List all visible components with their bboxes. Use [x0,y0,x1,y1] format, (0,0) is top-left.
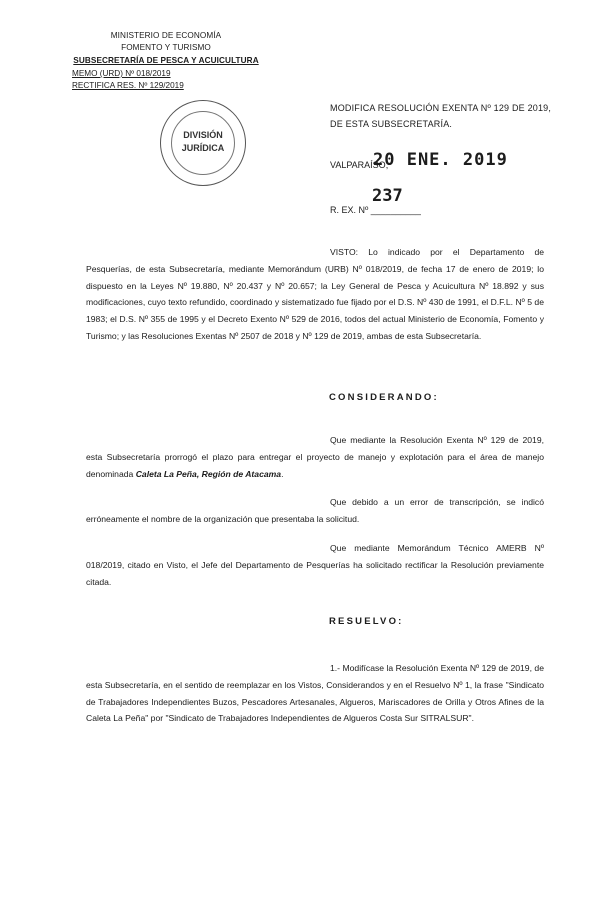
resuelvo-heading: RESUELVO: [329,616,404,627]
considerando-1-end: . [281,468,284,479]
considerando-paragraph-3 [86,540,544,590]
memo-reference: MEMO (URD) Nº 018/2019 [72,69,171,78]
date-label: VALPARAÍSO, [330,160,389,170]
subsecretaria-name: SUBSECRETARÍA DE PESCA Y ACUICULTURA [73,56,259,65]
considerando-3-text: Que mediante Memorándum Técnico AMERB Nº 018/2019, citado en Visto, el Jefe del Departamento de Pesquerías ha solicitado rectificar la Resolución previamente citada. [86,543,544,587]
stamp-line-1: DIVISIÓN [183,130,223,140]
considerando-heading: CONSIDERANDO: [329,392,439,403]
considerando-paragraph-2 [86,494,544,528]
stamp-line-2: JURÍDICA [181,143,225,153]
considerando-2-text: Que debido a un error de transcripción, se indicó erróneamente el nombre de la organización que presentaba la solicitud. [86,497,544,524]
rectifica-reference: RECTIFICA RES. Nº 129/2019 [72,81,184,90]
resolution-number: 237 [372,186,403,206]
resuelvo-paragraph-1 [86,660,544,727]
ministry-name: MINISTERIO DE ECONOMÍA [110,31,222,40]
resuelvo-1-text: 1.- Modifícase la Resolución Exenta Nº 129 de 2019, de esta Subsecretaría, en el sentido de reemplazar en los Vistos, Considerandos y en el Resuelvo Nº 1, la frase "Sindicato de Trabajadores Independientes Buzos, Pescadores Artesanales, Algueros, Mariscadores de Orilla y Otros Afines de la Caleta La Peña" por "Sindicato de Trabajadores Independientes de Algueros Costa Sur SITRALSUR". [86,663,544,724]
resolution-label: R. EX. Nº __________ [330,205,421,215]
area-name: Caleta La Peña, Región de Atacama [135,468,282,479]
visto-text: Lo indicado por el Departamento de Pesquerías, de esta Subsecretaría, mediante Memorándum (URB) Nº 018/2019, de fecha 17 de enero de 2019; lo dispuesto en la Leyes Nº 19.880, Nº 20.437 y Nº 20.657; la Ley General de Pesca y Acuicultura Nº 18.892 y sus modificaciones, cuyo texto refundido, coordinado y sistematizado fue fijado por el D.S. Nº 430 de 1991, el D.F.L. Nº 5 de 1983; el D.S. Nº 355 de 1995 y el Decreto Exento Nº 529 de 2016, todos del actual Ministerio de Economía, Fomento y Turismo; y las Resoluciones Exentas Nº 2507 de 2018 y Nº 129 de 2019, ambas de esta Subsecretaría. [86,247,545,341]
considerando-paragraph-1 [86,432,544,482]
visto-lead: VISTO: [330,247,359,257]
ministry-name-line-2: FOMENTO Y TURISMO [121,43,211,52]
subject-line-2: DE ESTA SUBSECRETARÍA. [330,119,453,129]
visto-paragraph [86,244,544,345]
subject-line-1: MODIFICA RESOLUCIÓN EXENTA Nº 129 DE 2019, [330,103,552,113]
date-stamp: 20 ENE. 2019 [373,150,508,170]
considerando-1-text: Que mediante la Resolución Exenta Nº 129 de 2019, esta Subsecretaría prorrogó el plazo para entregar el proyecto de manejo y explotación para el área de manejo denominada [86,435,544,479]
division-juridica-stamp [160,100,246,186]
